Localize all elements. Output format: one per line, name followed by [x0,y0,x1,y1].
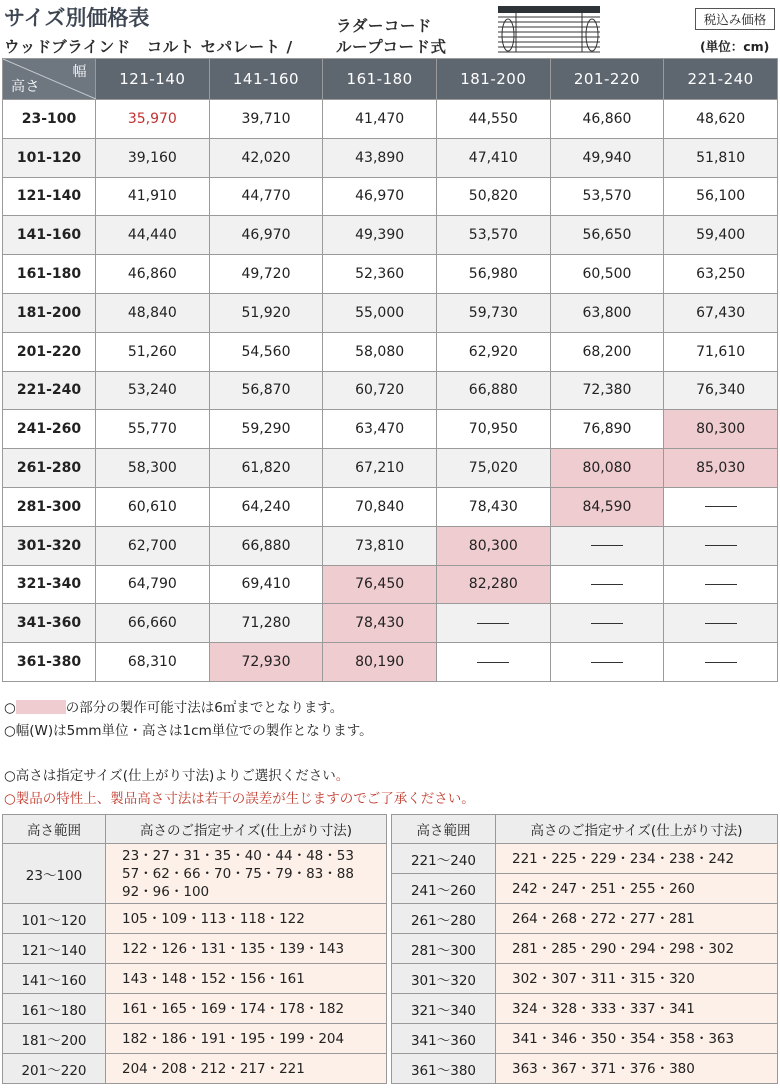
unavailable-cell [664,487,778,526]
width-column-header: 141-160 [209,59,323,100]
price-cell: 58,300 [96,449,210,488]
price-cell: 59,400 [664,216,778,255]
height-row-header: 23-100 [3,100,96,139]
height-row-header: 181-200 [3,293,96,332]
height-range-table-right [391,814,778,1084]
product-name: ウッドブラインド コルト セパレート / [4,38,293,56]
unit-label: (単位：cm) [700,39,770,54]
cord-type-loop: ループコード式 [336,38,447,56]
price-row [3,332,778,371]
height-sizes [496,994,778,1024]
price-cell: 53,570 [550,177,664,216]
height-sizes [496,874,778,904]
note-text: の部分の製作可能寸法は6㎡までとなります。 [65,700,344,716]
size-line: 281・285・290・294・298・302 [512,940,735,957]
unavailable-dash [591,662,623,663]
width-column-header: 201-220 [550,59,664,100]
range-row [3,964,387,994]
price-cell: 51,810 [664,138,778,177]
size-line: 221・225・229・234・238・242 [512,850,735,867]
price-cell: 76,450 [323,565,437,604]
height-sizes [496,1024,778,1054]
note-unit-increment: ○幅(W)は5mm単位・高さは1cm単位での製作となります。 [4,723,373,739]
height-row-header: 101-120 [3,138,96,177]
blind-illustration-icon [496,5,602,55]
price-cell: 58,080 [323,332,437,371]
price-cell: 68,310 [96,643,210,682]
price-cell: 60,720 [323,371,437,410]
width-column-header: 121-140 [96,59,210,100]
price-cell: 53,570 [436,216,550,255]
note-punctuation: 。 [335,768,350,784]
height-range: 241〜260 [392,874,496,904]
height-range: 341〜360 [392,1024,496,1054]
price-cell: 56,980 [436,255,550,294]
price-cell: 49,390 [323,216,437,255]
price-cell: 42,020 [209,138,323,177]
height-sizes [106,904,387,934]
price-cell: 51,260 [96,332,210,371]
price-cell: 63,470 [323,410,437,449]
price-row [3,526,778,565]
price-cell: 41,470 [323,100,437,139]
price-cell: 78,430 [436,487,550,526]
price-cell: 66,660 [96,604,210,643]
height-row-header: 361-380 [3,643,96,682]
unavailable-dash [591,623,623,624]
price-cell: 66,880 [436,371,550,410]
width-column-header: 161-180 [323,59,437,100]
price-row [3,643,778,682]
height-range-table-left [2,814,387,1084]
unavailable-dash [705,584,737,585]
range-header-row [3,815,387,844]
unavailable-dash [477,623,509,624]
price-cell: 76,340 [664,371,778,410]
height-sizes [106,994,387,1024]
size-line: 182・186・191・195・199・204 [122,1030,345,1047]
size-line: 57・62・66・70・75・79・83・88 [122,865,354,882]
height-range: 181〜200 [3,1024,106,1054]
price-row [3,371,778,410]
height-row-header: 261-280 [3,449,96,488]
height-sizes [106,934,387,964]
height-row-header: 321-340 [3,565,96,604]
price-cell: 46,970 [209,216,323,255]
sizes-column-header: 高さのご指定サイズ(仕上がり寸法) [106,815,387,844]
height-range: 201〜220 [3,1054,106,1084]
height-sizes [496,904,778,934]
height-row-header: 241-260 [3,410,96,449]
price-cell: 80,080 [550,449,664,488]
unavailable-cell [550,526,664,565]
price-cell: 53,240 [96,371,210,410]
price-cell: 55,770 [96,410,210,449]
price-cell: 63,250 [664,255,778,294]
price-cell: 62,700 [96,526,210,565]
price-cell: 72,930 [209,643,323,682]
price-cell: 50,820 [436,177,550,216]
height-sizes [106,964,387,994]
price-cell: 67,210 [323,449,437,488]
range-row [3,844,387,904]
page-title: サイズ別価格表 [4,6,150,30]
range-row [3,904,387,934]
note-bullet: ○ [4,700,16,716]
size-line: 242・247・251・255・260 [512,880,695,897]
price-table-header-row [3,59,778,100]
height-sizes [496,844,778,874]
range-row [392,934,778,964]
price-cell: 80,300 [664,410,778,449]
range-row [392,964,778,994]
height-range: 301〜320 [392,964,496,994]
price-cell: 64,240 [209,487,323,526]
price-cell: 39,160 [96,138,210,177]
price-cell: 52,360 [323,255,437,294]
size-line: 161・165・169・174・178・182 [122,1000,345,1017]
price-cell: 56,870 [209,371,323,410]
note-text: ○高さは指定サイズ(仕上がり寸法)よりご選択ください [4,768,336,784]
price-cell: 59,290 [209,410,323,449]
price-row [3,410,778,449]
price-cell: 39,710 [209,100,323,139]
price-cell: 80,300 [436,526,550,565]
height-range: 121〜140 [3,934,106,964]
height-range: 141〜160 [3,964,106,994]
price-table [2,58,778,682]
height-axis-label: 高さ [11,79,40,95]
price-cell: 76,890 [550,410,664,449]
unavailable-dash [705,545,737,546]
price-cell: 43,890 [323,138,437,177]
range-row [392,874,778,904]
height-sizes [106,844,387,904]
height-sizes [496,1054,778,1084]
price-cell: 63,800 [550,293,664,332]
price-cell: 46,970 [323,177,437,216]
height-range: 161〜180 [3,994,106,1024]
height-row-header: 161-180 [3,255,96,294]
height-sizes [106,1054,387,1084]
price-cell: 64,790 [96,565,210,604]
note-select-height [4,764,349,784]
size-line: 204・208・212・217・221 [122,1060,305,1077]
unavailable-cell [550,565,664,604]
price-cell: 82,280 [436,565,550,604]
unavailable-dash [705,506,737,507]
range-row [392,994,778,1024]
price-cell: 84,590 [550,487,664,526]
height-range: 361〜380 [392,1054,496,1084]
price-cell: 49,720 [209,255,323,294]
height-row-header: 141-160 [3,216,96,255]
sizes-column-header: 高さのご指定サイズ(仕上がり寸法) [496,815,778,844]
size-line: 264・268・272・277・281 [512,910,695,927]
price-row [3,293,778,332]
price-row [3,138,778,177]
price-cell: 44,770 [209,177,323,216]
height-sizes [496,934,778,964]
unavailable-dash [705,662,737,663]
price-cell: 75,020 [436,449,550,488]
height-range: 23〜100 [3,844,106,904]
unavailable-dash [591,545,623,546]
height-row-header: 301-320 [3,526,96,565]
height-range: 261〜280 [392,904,496,934]
range-row [392,844,778,874]
size-line: 143・148・152・156・161 [122,970,305,987]
unavailable-cell [664,526,778,565]
size-line: 105・109・113・118・122 [122,910,305,927]
height-row-header: 281-300 [3,487,96,526]
price-cell: 66,880 [209,526,323,565]
price-cell: 54,560 [209,332,323,371]
price-cell: 61,820 [209,449,323,488]
height-row-header: 201-220 [3,332,96,371]
height-sizes [106,1024,387,1054]
height-row-header: 341-360 [3,604,96,643]
price-row [3,487,778,526]
price-cell: 44,550 [436,100,550,139]
height-range: 281〜300 [392,934,496,964]
price-cell: 62,920 [436,332,550,371]
range-column-header: 高さ範囲 [392,815,496,844]
corner-cell [3,59,96,100]
size-line: 341・346・350・354・358・363 [512,1030,735,1047]
size-line: 92・96・100 [122,883,210,900]
price-cell: 70,950 [436,410,550,449]
tax-included-badge: 税込み価格 [695,8,775,30]
price-cell: 46,860 [550,100,664,139]
price-cell: 46,860 [96,255,210,294]
height-row-header: 221-240 [3,371,96,410]
range-row [3,994,387,1024]
price-cell: 68,200 [550,332,664,371]
price-cell: 78,430 [323,604,437,643]
price-cell: 51,920 [209,293,323,332]
price-cell: 56,650 [550,216,664,255]
size-line: 302・307・311・315・320 [512,970,695,987]
price-cell: 67,430 [664,293,778,332]
unavailable-cell [550,643,664,682]
price-row [3,177,778,216]
price-cell: 44,440 [96,216,210,255]
highlight-swatch [16,700,66,714]
price-row [3,100,778,139]
price-cell: 72,380 [550,371,664,410]
size-line: 122・126・131・135・139・143 [122,940,345,957]
unavailable-cell [664,604,778,643]
price-cell: 71,610 [664,332,778,371]
price-row [3,255,778,294]
size-line: 23・27・31・35・40・44・48・53 [122,847,354,864]
cord-type-ladder: ラダーコード [336,17,432,35]
range-row [392,1054,778,1084]
unavailable-cell [436,643,550,682]
price-row [3,604,778,643]
price-cell: 60,610 [96,487,210,526]
price-row [3,565,778,604]
price-row [3,216,778,255]
price-cell: 56,100 [664,177,778,216]
price-cell: 55,000 [323,293,437,332]
note-tolerance: ○製品の特性上、製品高さ寸法は若干の誤差が生じますのでご了承ください。 [4,791,475,807]
price-cell: 73,810 [323,526,437,565]
price-row [3,449,778,488]
note-area-limit [4,696,343,716]
price-cell: 70,840 [323,487,437,526]
price-cell: 71,280 [209,604,323,643]
range-header-row [392,815,778,844]
price-cell: 60,500 [550,255,664,294]
height-sizes [496,964,778,994]
unavailable-cell [664,565,778,604]
unavailable-dash [705,623,737,624]
width-axis-label: 幅 [72,64,87,80]
range-row [3,1024,387,1054]
price-cell: 69,410 [209,565,323,604]
price-cell: 80,190 [323,643,437,682]
range-row [3,934,387,964]
range-row [3,1054,387,1084]
price-cell: 35,970 [96,100,210,139]
price-cell: 48,840 [96,293,210,332]
range-column-header: 高さ範囲 [3,815,106,844]
width-column-header: 181-200 [436,59,550,100]
height-range: 221〜240 [392,844,496,874]
range-row [392,1024,778,1054]
height-row-header: 121-140 [3,177,96,216]
unavailable-dash [591,584,623,585]
range-row [392,904,778,934]
price-cell: 41,910 [96,177,210,216]
height-range: 321〜340 [392,994,496,1024]
size-line: 363・367・371・376・380 [512,1060,695,1077]
unavailable-cell [550,604,664,643]
price-cell: 49,940 [550,138,664,177]
price-table-body [3,100,778,682]
price-cell: 47,410 [436,138,550,177]
price-cell: 85,030 [664,449,778,488]
price-cell: 59,730 [436,293,550,332]
unavailable-dash [477,662,509,663]
unavailable-cell [664,643,778,682]
unavailable-cell [436,604,550,643]
height-range: 101〜120 [3,904,106,934]
width-column-header: 221-240 [664,59,778,100]
size-line: 324・328・333・337・341 [512,1000,695,1017]
price-cell: 48,620 [664,100,778,139]
